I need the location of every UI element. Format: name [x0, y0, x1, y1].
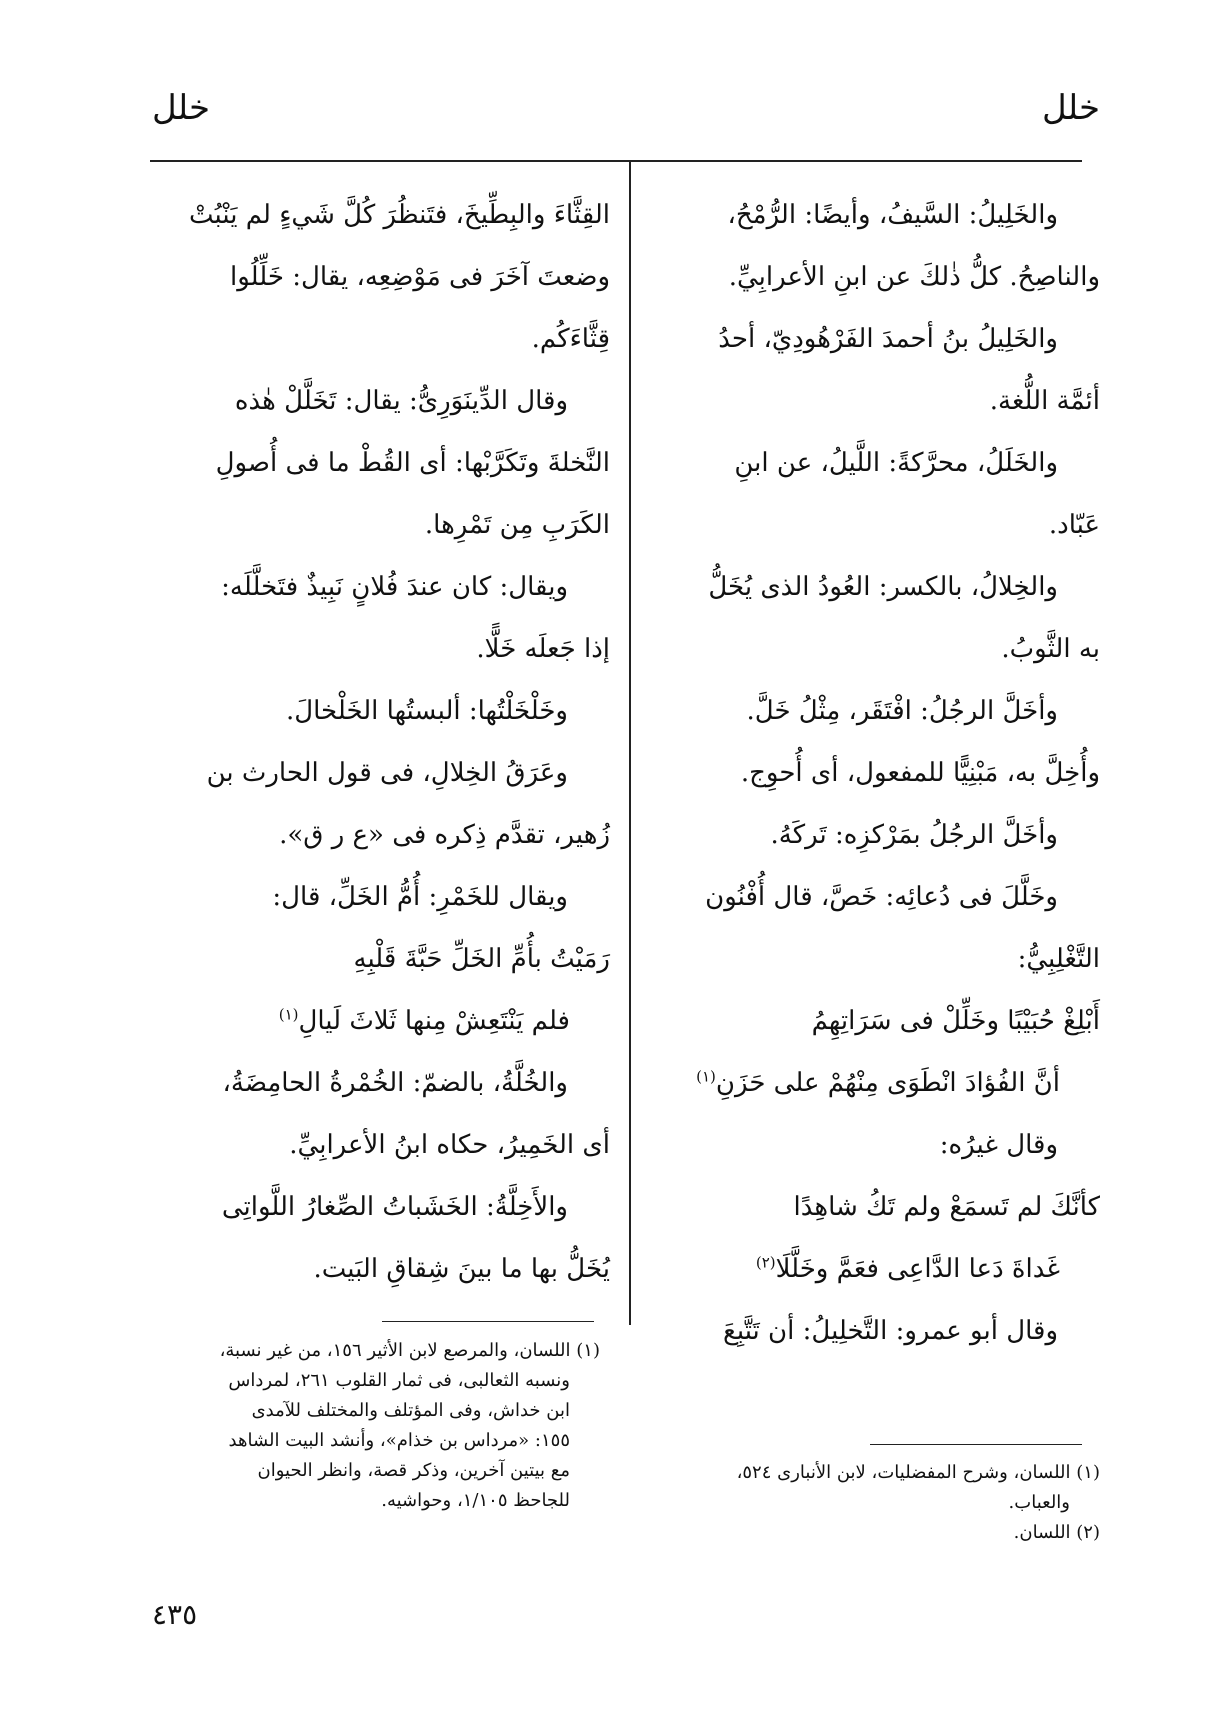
running-header-right: خلل — [1041, 88, 1100, 128]
text-line: به الثَّوبُ. — [1001, 634, 1100, 664]
verse-line: أَبْلِغْ حُبَيْبًا وخَلِّلْ فى سَرَاتِهِمُ — [811, 1006, 1100, 1036]
footnote-line: للجاحظ ١/١٠٥، وحواشيه. — [381, 1490, 570, 1511]
text-line: والأَخِلَّةُ: الخَشَباتُ الصِّغارُ اللَّواتِى — [221, 1192, 568, 1222]
verse-text: فلم يَنْتَعِشْ مِنها ثَلاثَ لَيالِ — [298, 1006, 570, 1036]
verse-line — [660, 1052, 1100, 1114]
text-line: والخُلَّةُ، بالضمّ: الخُمْرةُ الحامِضَةُ، — [222, 1068, 568, 1098]
text-line: وضعتَ آخَرَ فى مَوْضِعِه، يقال: خَلِّلُوا — [230, 262, 610, 292]
footnotes-left — [148, 1336, 600, 1516]
footnote-mark: (١) — [278, 1005, 299, 1024]
text-line: وأُخِلَّ به، مَبْنِيًّا للمفعول، أى أُحوِج. — [740, 758, 1100, 788]
text-line: زُهير، تقدَّم ذِكره فى «ع ر ق». — [279, 820, 610, 850]
footnote-mark: (١) — [696, 1067, 716, 1086]
column-divider — [629, 160, 631, 1325]
verse-line: كأنَّكَ لم تَسمَعْ ولم تَكُ شاهِدًا — [793, 1192, 1100, 1222]
text-line: القِثَّاءَ والبِطِّيخَ، فتَنظُرَ كُلَّ شَيءٍ لم يَنْبُتْ — [188, 200, 610, 230]
text-line: والخَلِيلُ: السَّيفُ، وأيضًا: الرُّمْحُ، — [727, 200, 1058, 230]
text-line: وقال أبو عمرو: التَّخلِيلُ: أن تَتَّبِعَ — [723, 1316, 1058, 1346]
footnote-rule-right — [870, 1444, 1082, 1445]
text-line: عَبّاد. — [1048, 510, 1100, 540]
text-line: والناصِحُ. كلُّ ذٰلكَ عن ابنِ الأعرابِيِّ. — [728, 262, 1100, 292]
text-line: إذا جَعلَه خَلًّا. — [476, 634, 610, 664]
footnote-line: (١) اللسان، وشرح المفضليات، لابن الأنبارى ٥٢٤، — [736, 1462, 1100, 1483]
footnote-line: مع بيتين آخرين، وذكر قصة، وانظر الحيوان — [257, 1460, 570, 1481]
text-line: ويقال للخَمْرِ: أُمُّ الخَلِّ، قال: — [272, 882, 568, 912]
right-column — [660, 184, 1100, 1362]
text-line: التَّغْلِبِيُّ: — [1017, 944, 1100, 974]
text-line: والخَلِيلُ بنُ أحمدَ الفَرْهُودِيّ، أحدُ — [718, 324, 1058, 354]
text-line: وأخَلَّ الرجُلُ بمَرْكزِه: تَركَهُ. — [770, 820, 1058, 850]
text-line: قِثَّاءَكُم. — [531, 324, 610, 354]
text-line: أى الخَمِيرُ، حكاه ابنُ الأعرابِيِّ. — [289, 1130, 610, 1160]
footnote-line: ١٥٥: «مرداس بن خذام»، وأنشد البيت الشاهد — [228, 1430, 570, 1451]
verse-line: رَمَيْتُ بأُمِّ الخَلِّ حَبَّةَ قَلْبِهِ — [353, 944, 610, 974]
text-line: وأخَلَّ الرجُلُ: افْتَقَر، مِثْلُ خَلَّ. — [746, 696, 1058, 726]
footnotes-right — [650, 1458, 1100, 1548]
verse-text: غَداةَ دَعا الدَّاعِى فعَمَّ وخَلَّلَا — [775, 1254, 1060, 1284]
footnote-mark: (٢) — [755, 1253, 776, 1272]
footnote-line: ونسبه الثعالبى، فى ثمار القلوب ٢٦١، لمرداس — [228, 1370, 570, 1391]
header-rule — [150, 160, 1082, 162]
verse-line — [148, 990, 610, 1052]
text-line: ويقال: كان عندَ فُلانٍ نَبِيذٌ فتَخلَّلَه: — [221, 572, 568, 602]
footnote-line: (١) اللسان، والمرصع لابن الأثير ١٥٦، من غير نسبة، — [219, 1340, 600, 1361]
text-line: وقال غيرُه: — [939, 1130, 1058, 1160]
text-line: يُخَلُّ بها ما بينَ شِقاقِ البَيت. — [313, 1254, 610, 1284]
left-column — [148, 184, 610, 1300]
verse-text: أنَّ الفُؤادَ انْطَوَى مِنْهُمْ على حَزَنِ — [715, 1068, 1060, 1098]
footnote-line: (٢) اللسان. — [1013, 1522, 1100, 1543]
text-line: وقال الدِّينَوَرِىُّ: يقال: تَخَلَّلْ هٰذه — [234, 386, 568, 416]
verse-line — [660, 1238, 1100, 1300]
text-line: الكَرَبِ مِن تَمْرِها. — [424, 510, 610, 540]
running-header-left: خلل — [152, 88, 211, 128]
text-line: وعَرَقُ الخِلالِ، فى قول الحارث بن — [206, 758, 568, 788]
text-line: والخِلالُ، بالكسر: العُودُ الذى يُخَلُّ — [708, 572, 1058, 602]
text-line: والخَلَلُ، محرَّكةً: اللَّيلُ، عن ابنِ — [734, 448, 1058, 478]
footnote-line: ابن خداش، وفى المؤتلف والمختلف للآمدى — [251, 1400, 570, 1421]
footnote-line: والعباب. — [1008, 1492, 1070, 1513]
page-number: ٤٣٥ — [152, 1598, 198, 1631]
text-line: وخَلْخَلْتُها: ألبستُها الخَلْخالَ. — [285, 696, 568, 726]
text-line: وخَلَّلَ فى دُعائِه: خَصَّ، قال أُفْنُون — [705, 882, 1058, 912]
text-line: النَّخلةَ وتَكَرَّبْها: أى القُطْ ما فى أُصولِ — [215, 448, 610, 478]
text-line: أئمَّة اللُّغة. — [989, 386, 1100, 416]
footnote-rule-left — [382, 1321, 594, 1322]
